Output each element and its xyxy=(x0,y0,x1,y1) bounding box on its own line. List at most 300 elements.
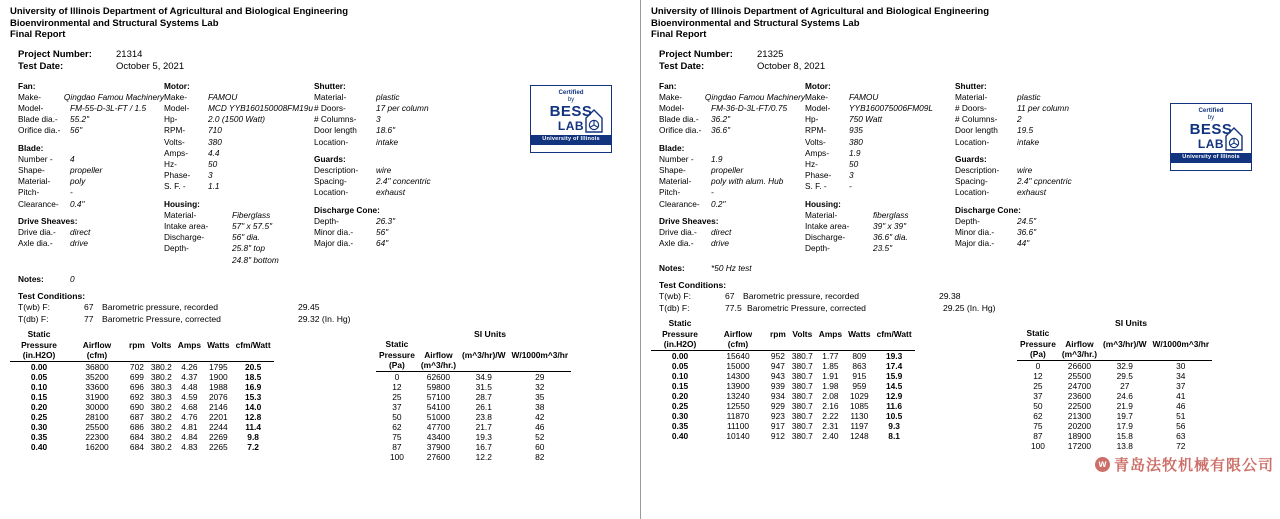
column-header-cell: (Pa) xyxy=(1017,349,1059,360)
shutter-doors-value: 11 per column xyxy=(1017,102,1069,113)
table-row xyxy=(10,432,274,442)
table-cell: 60 xyxy=(535,441,545,452)
table-row xyxy=(376,452,571,462)
table-cell: 13240 xyxy=(726,390,750,401)
table-cell: 16.7 xyxy=(475,441,492,452)
table-cell: 0.30 xyxy=(30,421,48,432)
logo-bess-text: BESS xyxy=(1189,120,1233,138)
motor-sf-label: S. F. - xyxy=(164,181,186,192)
table-cell: 50 xyxy=(1033,400,1043,411)
column-header-cell: Static xyxy=(27,329,51,340)
column-header-cell xyxy=(789,318,816,329)
table-cell: 380.2 xyxy=(150,421,172,432)
table-cell: 16.9 xyxy=(244,381,262,392)
blade-number-value: 4 xyxy=(70,153,75,164)
table-cell: 684 xyxy=(129,441,144,452)
housing-intake-area-value: 57" x 57.5" xyxy=(232,220,273,231)
table-cell: 17.9 xyxy=(1116,420,1133,431)
motor-hp-value: 750 Watt xyxy=(849,114,883,125)
motor-rpm-label: RPM- xyxy=(164,125,186,136)
table-cell: 917 xyxy=(770,420,785,431)
guards-label: Guards: xyxy=(955,153,987,164)
twb-label: T(wb) F: xyxy=(18,302,50,313)
table-cell: 38 xyxy=(535,401,545,412)
shutter-door-length-label: Door length xyxy=(955,125,998,136)
table-cell: 41 xyxy=(1176,390,1186,401)
fan-make-value: Qingdao Famou Machinery xyxy=(63,91,164,102)
table-cell: 7.2 xyxy=(247,441,259,452)
table-cell: 380.7 xyxy=(791,410,813,421)
table-header-row xyxy=(10,329,274,340)
table-cell: 380.2 xyxy=(150,411,172,422)
table-cell: 1.85 xyxy=(822,360,839,371)
table-cell: 24.6 xyxy=(1116,390,1133,401)
housing-depth-label: Depth- xyxy=(805,243,830,254)
test-conditions xyxy=(10,291,630,326)
guards-group xyxy=(314,154,484,199)
table-header-row xyxy=(10,340,274,351)
shutter-material-value: plastic xyxy=(376,91,400,102)
twb-label: T(wb) F: xyxy=(659,291,691,302)
table-row xyxy=(10,372,274,382)
table-cell: 380.2 xyxy=(150,371,172,382)
motor-volts-value: 380 xyxy=(208,136,222,147)
table-cell: 699 xyxy=(129,371,144,382)
fan-model-value: FM-55-D-3L-FT / 1.5 xyxy=(70,102,147,113)
logo-certified-text: Certified xyxy=(558,88,584,96)
column-header-cell: Airflow xyxy=(723,328,753,339)
table-cell: 380.2 xyxy=(150,441,172,452)
fan-blade-dia-value: 55.2" xyxy=(70,114,90,125)
column-header-cell xyxy=(1100,349,1150,360)
table-cell: 22300 xyxy=(85,431,109,442)
results-table-si-wrap xyxy=(376,329,604,462)
motor-hp-label: Hp- xyxy=(805,114,819,125)
column-header-cell xyxy=(233,329,274,340)
table-cell: 380.7 xyxy=(791,380,813,391)
shutter-location-label: Location- xyxy=(314,136,349,147)
table-row xyxy=(1017,441,1212,451)
blade-number-label: Number - xyxy=(18,153,53,164)
si-table-head xyxy=(376,339,571,371)
column-header-cell: (in.H2O) xyxy=(10,350,68,361)
motor-amps-label: Amps- xyxy=(805,147,829,158)
guards-description-value: wire xyxy=(1017,164,1033,175)
table-cell: 0.00 xyxy=(30,361,48,372)
motor-rpm-label: RPM- xyxy=(805,125,827,136)
housing-depth-value-1: 25.8" top xyxy=(232,243,265,254)
table-row xyxy=(651,431,915,441)
column-header-cell xyxy=(233,350,274,361)
table-cell: 31.5 xyxy=(475,381,492,392)
shutter-door-length-label: Door length xyxy=(314,125,357,136)
blade-pitch-value: - xyxy=(70,187,73,198)
table-cell: 28.7 xyxy=(475,391,492,402)
bess-lab-logo xyxy=(530,85,612,153)
motor-amps-label: Amps- xyxy=(164,147,188,158)
table-cell: 0.00 xyxy=(671,350,689,361)
housing-discharge-value: 36.6" dia. xyxy=(873,232,908,243)
table-cell: 47700 xyxy=(426,421,451,432)
table-cell: 29.5 xyxy=(1116,370,1133,381)
results-tables xyxy=(10,329,630,462)
table-cell: 4.81 xyxy=(181,421,198,432)
column-header-cell: rpm xyxy=(129,339,145,350)
table-cell: 14.0 xyxy=(244,401,262,412)
table-cell: 34 xyxy=(1176,370,1186,381)
motor-volts-label: Volts- xyxy=(805,136,826,147)
header-line-1: University of Illinois Department of Agricultural and Biological Engineering xyxy=(10,6,348,17)
notes-row xyxy=(651,263,1270,274)
table-cell: 943 xyxy=(770,370,785,381)
housing-depth-label: Depth- xyxy=(164,243,189,254)
table-cell: 4.84 xyxy=(181,431,198,442)
table-row xyxy=(10,402,274,412)
table-header-row xyxy=(651,339,915,350)
table-cell: 0.20 xyxy=(671,390,689,401)
blade-shape-label: Shape- xyxy=(18,164,45,175)
table-cell: 947 xyxy=(770,360,785,371)
table-cell: 11.4 xyxy=(245,421,262,432)
table-row xyxy=(10,422,274,432)
column-header-cell xyxy=(1150,328,1213,339)
table-cell: 1029 xyxy=(850,390,869,401)
fan-blade-dia-label: Blade dia.- xyxy=(659,114,699,125)
imperial-table-body xyxy=(651,350,915,441)
table-cell: 62 xyxy=(392,421,402,432)
column-header-cell xyxy=(1100,328,1150,339)
guards-label: Guards: xyxy=(314,153,346,164)
shutter-columns-label: # Columns- xyxy=(955,114,998,125)
table-cell: 1.91 xyxy=(822,370,839,381)
table-row xyxy=(376,442,571,452)
column-header-cell: Amps xyxy=(818,328,843,339)
housing-group xyxy=(164,199,314,266)
table-header-row xyxy=(651,318,915,329)
tdb-label: T(db) F: xyxy=(18,313,49,324)
logo-by-text: by xyxy=(567,95,575,103)
table-cell: 18.5 xyxy=(244,371,262,382)
baro-recorded-label: Barometric pressure, recorded xyxy=(102,302,219,313)
blade-clearance-value: 0.4" xyxy=(70,198,85,209)
column-header-cell xyxy=(175,329,204,340)
table-cell: 75 xyxy=(1033,420,1043,431)
table-cell: 380.7 xyxy=(791,390,813,401)
motor-volts-label: Volts- xyxy=(164,136,185,147)
table-cell: 380.2 xyxy=(150,361,172,372)
drive-dia-value: direct xyxy=(70,226,91,237)
motor-group xyxy=(164,81,314,193)
column-header-cell xyxy=(459,360,509,371)
table-cell: 9.3 xyxy=(888,420,900,431)
column-header-cell: Watts xyxy=(207,339,230,350)
table-cell: 1.98 xyxy=(822,380,839,391)
housing-discharge-label: Discharge- xyxy=(805,232,846,243)
table-cell: 1.77 xyxy=(822,350,839,361)
column-header-cell: cfm/Watt xyxy=(235,339,271,350)
motor-make-value: FAMOU xyxy=(849,91,879,102)
table-cell: 30000 xyxy=(85,401,109,412)
housing-intake-area-label: Intake area- xyxy=(805,220,850,231)
table-cell: 915 xyxy=(852,370,867,381)
table-cell: 14300 xyxy=(726,370,750,381)
imperial-table-head xyxy=(10,329,274,361)
table-cell: 1085 xyxy=(850,400,869,411)
notes-label: Notes: xyxy=(18,273,44,284)
housing-material-label: Material- xyxy=(805,209,838,220)
drive-dia-label: Drive dia.- xyxy=(659,226,697,237)
motor-sf-value: - xyxy=(849,181,852,192)
shutter-doors-value: 17 per column xyxy=(376,102,429,113)
guards-location-label: Location- xyxy=(314,187,349,198)
baro-recorded-value: 29.45 xyxy=(298,302,320,313)
table-cell: 380.2 xyxy=(150,431,172,442)
shutter-door-length-value: 18.6" xyxy=(376,125,396,136)
table-cell: 30 xyxy=(1176,360,1186,371)
table-cell: 21.9 xyxy=(1116,400,1133,411)
logo-university-text: University of Illinois xyxy=(1171,153,1251,163)
table-cell: 1988 xyxy=(209,381,228,392)
table-cell: 26600 xyxy=(1067,360,1092,371)
housing-discharge-label: Discharge- xyxy=(164,232,205,243)
guards-description-value: wire xyxy=(376,164,392,175)
table-cell: 51 xyxy=(1176,410,1186,421)
cone-major-dia-label: Major dia.- xyxy=(955,238,995,249)
logo-lab-text: LAB xyxy=(1197,136,1225,151)
table-cell: 62 xyxy=(1033,410,1043,421)
table-cell: 87 xyxy=(392,441,402,452)
table-cell: 0.20 xyxy=(30,401,48,412)
cone-major-dia-value: 44" xyxy=(1017,238,1030,249)
motor-hz-value: 50 xyxy=(208,158,218,169)
table-header-row xyxy=(1017,349,1212,360)
blade-material-value: poly xyxy=(70,176,86,187)
guards-spacing-value: 2.4" cpncentric xyxy=(1017,176,1072,187)
shutter-doors-label: # Doors- xyxy=(314,102,346,113)
column-header-cell: (m^3/hr.) xyxy=(418,360,459,371)
spec-column-fan xyxy=(659,81,805,261)
results-table-imperial-wrap xyxy=(10,329,376,462)
baro-corrected-value: 29.25 (In. Hg) xyxy=(943,302,996,313)
table-cell: 2265 xyxy=(209,441,228,452)
notes-value: *50 Hz test xyxy=(711,262,752,273)
shutter-doors-label: # Doors- xyxy=(955,102,987,113)
shutter-location-label: Location- xyxy=(955,136,990,147)
table-cell: 29 xyxy=(535,371,545,382)
table-row xyxy=(651,350,915,361)
baro-corrected-value: 29.32 (In. Hg) xyxy=(298,313,351,324)
table-cell: 0.10 xyxy=(30,381,48,392)
si-table-head xyxy=(1017,328,1212,360)
motor-model-label: Model- xyxy=(805,102,831,113)
table-cell: 12 xyxy=(1033,370,1043,381)
fan-model-label: Model- xyxy=(659,102,685,113)
table-cell: 863 xyxy=(852,360,867,371)
motor-phase-value: 3 xyxy=(208,170,213,181)
table-cell: 4.76 xyxy=(181,411,198,422)
housing-material-value: Fiberglass xyxy=(232,209,271,220)
table-row xyxy=(376,402,571,412)
motor-rpm-value: 935 xyxy=(849,125,863,136)
motor-model-value: MCD YYB160150008FM19u xyxy=(208,102,314,113)
shutter-material-label: Material- xyxy=(314,91,347,102)
logo-bess-text: BESS xyxy=(549,102,593,120)
spec-column-motor xyxy=(164,81,314,272)
motor-make-value: FAMOU xyxy=(208,91,238,102)
blade-number-label: Number - xyxy=(659,153,694,164)
column-header-cell: Volts xyxy=(792,328,813,339)
results-table-imperial xyxy=(651,318,915,441)
housing-material-value: fiberglass xyxy=(873,209,909,220)
header-line-1: University of Illinois Department of Agricultural and Biological Engineering xyxy=(651,6,989,17)
column-header-cell: Volts xyxy=(151,339,172,350)
column-header-cell xyxy=(874,318,915,329)
results-table-imperial xyxy=(10,329,274,452)
table-cell: 2.22 xyxy=(822,410,839,421)
table-header-row xyxy=(376,350,571,361)
fan-logo-icon xyxy=(1223,126,1245,152)
table-cell: 52 xyxy=(535,431,545,442)
fan-blade-dia-label: Blade dia.- xyxy=(18,114,58,125)
shutter-columns-value: 2 xyxy=(1017,114,1022,125)
table-cell: 687 xyxy=(129,411,144,422)
blade-material-label: Material- xyxy=(18,176,51,187)
shutter-material-label: Material- xyxy=(955,91,988,102)
table-cell: 912 xyxy=(770,430,785,441)
table-cell: 1197 xyxy=(850,420,869,431)
blade-clearance-label: Clearance- xyxy=(659,198,700,209)
table-cell: 809 xyxy=(852,350,867,361)
column-header-cell: Pressure xyxy=(662,328,698,339)
column-header-cell: cfm/Watt xyxy=(876,328,912,339)
blade-group xyxy=(659,143,805,210)
table-cell: 4.59 xyxy=(181,391,198,402)
table-row xyxy=(1017,381,1212,391)
column-header-cell: Airflow xyxy=(424,349,453,360)
table-cell: 380.7 xyxy=(791,420,813,431)
table-cell: 2244 xyxy=(209,421,228,432)
fan-orifice-dia-label: Orifice dia.- xyxy=(659,125,702,136)
table-cell: 4.37 xyxy=(181,371,198,382)
table-cell: 9.8 xyxy=(247,431,259,442)
project-number-label: Project Number: xyxy=(18,48,92,60)
motor-make-label: Make- xyxy=(805,91,829,102)
table-cell: 32.9 xyxy=(1116,360,1133,371)
table-cell: 100 xyxy=(389,451,404,462)
table-cell: 25 xyxy=(1033,380,1043,391)
table-cell: 42 xyxy=(535,411,545,422)
motor-hz-value: 50 xyxy=(849,158,859,169)
drive-sheaves-label: Drive Sheaves: xyxy=(659,215,719,226)
column-header-cell xyxy=(845,318,874,329)
table-cell: 2269 xyxy=(209,431,228,442)
table-cell: 0.25 xyxy=(30,411,48,422)
axle-dia-value: drive xyxy=(70,238,88,249)
table-cell: 15.3 xyxy=(244,391,262,402)
table-cell: 939 xyxy=(770,380,785,391)
column-header-cell: (cfm) xyxy=(709,339,767,350)
column-header-cell: Amps xyxy=(177,339,202,350)
column-header-cell xyxy=(1150,349,1213,360)
table-cell: 2146 xyxy=(209,401,228,412)
table-row xyxy=(376,392,571,402)
imperial-table-head xyxy=(651,318,915,350)
table-header-row xyxy=(376,360,571,371)
motor-phase-label: Phase- xyxy=(164,170,191,181)
table-row xyxy=(376,422,571,432)
table-cell: 56 xyxy=(1176,420,1186,431)
motor-hp-value: 2.0 (1500 Watt) xyxy=(208,114,266,125)
baro-recorded-label: Barometric pressure, recorded xyxy=(743,291,860,302)
table-cell: 12550 xyxy=(726,400,750,411)
table-cell: 1130 xyxy=(850,410,869,421)
axle-dia-label: Axle dia.- xyxy=(18,238,53,249)
table-row xyxy=(1017,360,1212,371)
motor-sf-label: S. F. - xyxy=(805,181,827,192)
blade-label: Blade: xyxy=(18,142,44,153)
column-header-cell xyxy=(845,339,874,350)
notes-value: 0 xyxy=(70,273,75,284)
column-header-cell xyxy=(459,339,509,350)
cone-minor-dia-label: Minor dia.- xyxy=(955,226,995,237)
table-cell: 75 xyxy=(392,431,402,442)
table-row xyxy=(651,421,915,431)
test-conditions xyxy=(651,280,1270,315)
column-header-cell xyxy=(509,360,572,371)
table-cell: 4.68 xyxy=(181,401,198,412)
shutter-group xyxy=(314,81,484,148)
column-header-cell xyxy=(709,318,767,329)
table-cell: 57100 xyxy=(426,391,451,402)
motor-label: Motor: xyxy=(805,80,831,91)
column-header-cell: Watts xyxy=(848,328,871,339)
table-cell: 18900 xyxy=(1067,430,1092,441)
report-right xyxy=(640,0,1280,519)
project-number-value: 21314 xyxy=(116,48,143,60)
logo-lab-text: LAB xyxy=(557,118,585,133)
guards-spacing-label: Spacing- xyxy=(314,176,347,187)
shutter-label: Shutter: xyxy=(955,80,987,91)
table-cell: 2201 xyxy=(209,411,228,422)
table-cell: 0.30 xyxy=(671,410,689,421)
table-cell: 51000 xyxy=(426,411,451,422)
table-row xyxy=(1017,431,1212,441)
results-table-si xyxy=(1017,328,1212,451)
table-cell: 36800 xyxy=(85,361,109,372)
housing-intake-area-value: 39" x 39" xyxy=(873,220,907,231)
table-cell: 1795 xyxy=(209,361,228,372)
table-cell: 35 xyxy=(535,391,545,402)
motor-hp-label: Hp- xyxy=(164,114,178,125)
table-row xyxy=(651,371,915,381)
axle-dia-label: Axle dia.- xyxy=(659,238,694,249)
table-cell: 0 xyxy=(394,371,400,382)
shutter-material-value: plastic xyxy=(1017,91,1041,102)
housing-discharge-value: 56" dia. xyxy=(232,232,260,243)
header-line-2: Bioenvironmental and Structural Systems Lab xyxy=(651,17,860,29)
twb-value: 67 xyxy=(84,302,94,313)
motor-phase-value: 3 xyxy=(849,170,854,181)
table-cell: 0.05 xyxy=(671,360,689,371)
table-cell: 0.05 xyxy=(30,371,48,382)
motor-sf-value: 1.1 xyxy=(208,181,220,192)
cone-minor-dia-value: 56" xyxy=(376,226,389,237)
column-header-cell: (cfm) xyxy=(68,350,126,361)
column-header-cell: W/1000m^3/hr xyxy=(511,349,569,360)
watermark xyxy=(1095,454,1274,475)
table-cell: 12.8 xyxy=(244,411,262,422)
notes-label: Notes: xyxy=(659,262,685,273)
